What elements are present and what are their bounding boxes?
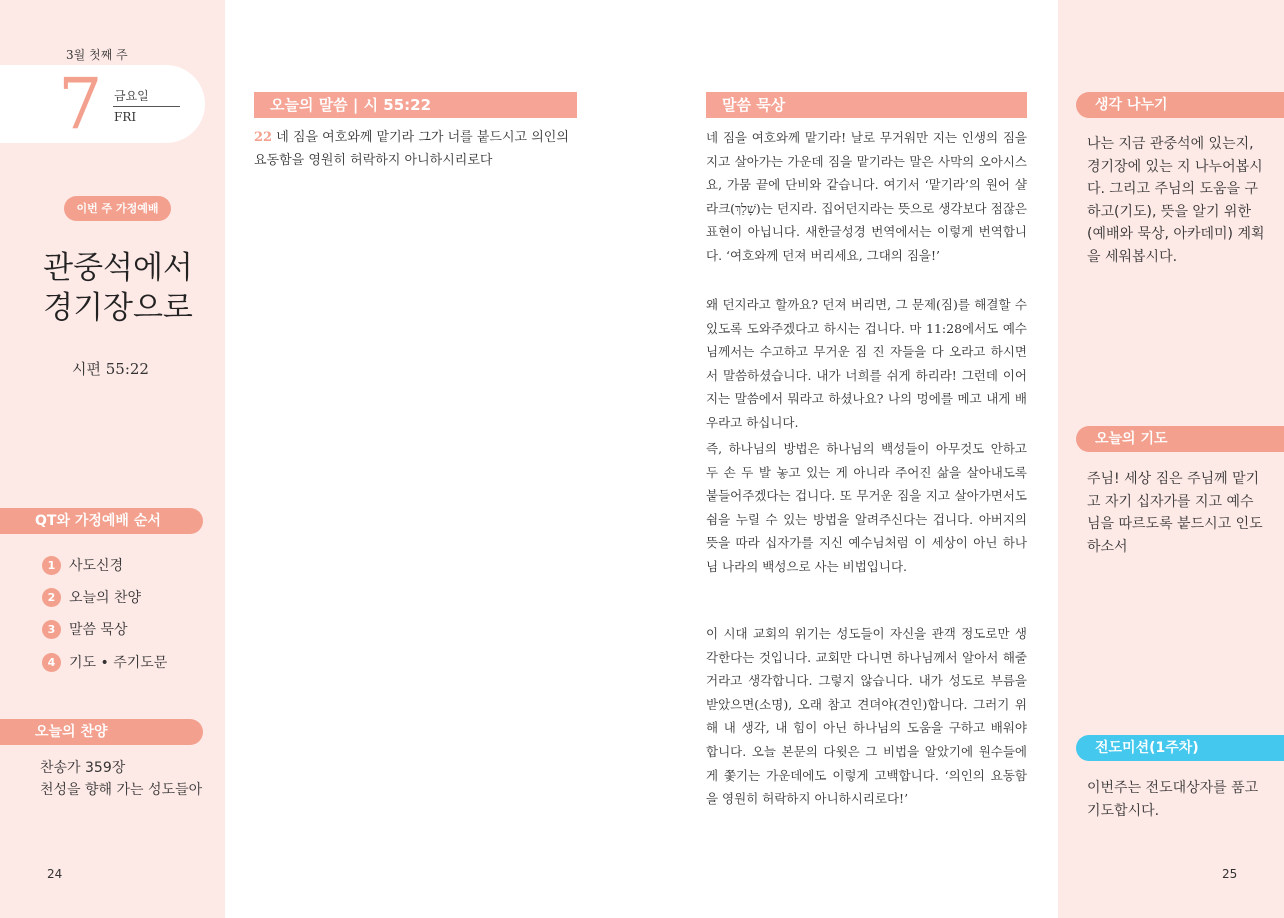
order-item	[42, 618, 128, 640]
verse-number: 22	[254, 130, 273, 145]
meditation-paragraph: 왜 던지라고 할까요? 던져 버리면, 그 문제(짐)를 해결할 수 있도록 도와주겠다고 하시는 겁니다. 마 11:28에서도 예수님께서는 수고하고 무거운 짐 진 자들을 다 오라고 하시면서 말씀하셨습니다. 내가 너희를 쉬게 하리라! 그런데 이어지는 말씀에서 뭐라고 하셨나요? 나의 멍에를 메고 내게 배우라고 하십니다.	[706, 297, 1027, 430]
family-worship-badge: 이번 주 가정예배	[64, 196, 171, 221]
meditation-paragraph: 즉, 하나님의 방법은 하나님의 백성들이 아무것도 안하고 두 손 두 발 놓고 있는 게 아니라 주어진 삶을 살아내도록 붙들어주겠다는 겁니다. 또 무거운 짐을 지고 살아가면서도 쉼을 누릴 수 있는 방법을 알려주신다는 겁니다. 아버지의 뜻을 따라 십자가를 지신 예수님처럼 이 세상이 아닌 하나님 나라의 백성으로 사는 비법입니다.	[706, 441, 1027, 574]
title-line-2: 경기장으로	[43, 290, 193, 326]
meditation-paragraph: 이 시대 교회의 위기는 성도들이 자신을 관객 정도로만 생각한다는 것입니다. 교회만 다니면 하나님께서 알아서 해줄 거라고 생각합니다. 그렇지 않습니다. 내가 성도로 부름을 받았으면(소명), 오래 참고 견뎌야(견인)합니다. 그러기 위해 내 생각, 내 힘이 아닌 하나님의 도움을 구하고 배워야 합니다. 오늘 본문의 다윗은 그 비법을 알았기에 원수들에게 쫓기는 가운데에도 이렇게 고백합니다. ‘의인의 요동함을 영원히 허락하지 아니하시리로다!’	[706, 626, 1027, 807]
todays-word-heading: 오늘의 말씀 | 시 55:22	[254, 92, 577, 118]
order-item-label: 사도신경	[69, 558, 124, 574]
order-number-badge: 3	[42, 620, 61, 639]
day-divider	[113, 106, 180, 107]
order-item-label: 기도 • 주기도문	[69, 655, 168, 671]
hymn-number: 찬송가 359장	[40, 760, 126, 776]
meditation-paragraph: 네 짐을 여호와께 맡기라! 날로 무거워만 지는 인생의 짐을 지고 살아가는 가운데 짐을 맡기라는 말은 사막의 오아시스요, 가뭄 끝에 단비와 같습니다. 여기서 ‘맡기라’의 원어 샬라크(שָׁלַךְ)는 던지라. 집어던지라는 뜻으로 생각보다 점잖은 표현이 아닙니다. 새한글성경 번역에서는 이렇게 번역합니다. ‘여호와께 던져 버리세요, 그대의 짐을!’	[706, 130, 1027, 263]
order-item	[42, 651, 167, 673]
verse-text	[254, 126, 576, 172]
verse-body: 네 짐을 여호와께 맡기라 그가 너를 붙드시고 의인의 요동함을 영원히 허락하지 아니하시리로다	[254, 130, 569, 168]
prayer-heading: 오늘의 기도	[1076, 426, 1284, 452]
order-item	[42, 554, 123, 576]
order-heading: QT와 가정예배 순서	[0, 508, 203, 534]
date-number: 7	[58, 63, 103, 145]
mission-text: 이번주는 전도대상자를 품고 기도합시다.	[1087, 780, 1259, 819]
order-number-badge: 4	[42, 653, 61, 672]
share-text: 나는 지금 관중석에 있는지, 경기장에 있는 지 나누어봅시다. 그리고 주님의 도움을 구하고(기도), 뜻을 알기 위한(예배와 묵상, 아카데미) 계획을 세워봅시다.	[1087, 136, 1265, 265]
day-korean: 금요일	[114, 89, 149, 103]
order-number-badge: 2	[42, 588, 61, 607]
order-item-label: 말씀 묵상	[69, 622, 128, 638]
hymn-info	[40, 757, 202, 801]
prayer-text: 주님! 세상 짐은 주님께 맡기고 자기 십자가를 지고 예수님을 따르도록 붙드시고 인도하소서	[1087, 471, 1263, 555]
week-label: 3월 첫째 주	[66, 48, 128, 62]
page-number-left: 24	[47, 867, 63, 881]
mission-heading: 전도미션(1주차)	[1076, 735, 1284, 761]
hymn-title: 천성을 향해 가는 성도들아	[40, 782, 203, 798]
day-english: FRI	[114, 110, 137, 124]
order-number-badge: 1	[42, 556, 61, 575]
order-item-label: 오늘의 찬양	[69, 590, 142, 606]
order-item	[42, 586, 141, 608]
hymn-heading: 오늘의 찬양	[0, 719, 203, 745]
title-line-1: 관중석에서	[43, 250, 193, 286]
page-title	[28, 248, 208, 328]
scripture-reference: 시편 55:22	[72, 360, 149, 378]
share-heading: 생각 나누기	[1076, 92, 1284, 118]
meditation-heading: 말씀 묵상	[706, 92, 1027, 118]
page-number-right: 25	[1222, 867, 1238, 881]
